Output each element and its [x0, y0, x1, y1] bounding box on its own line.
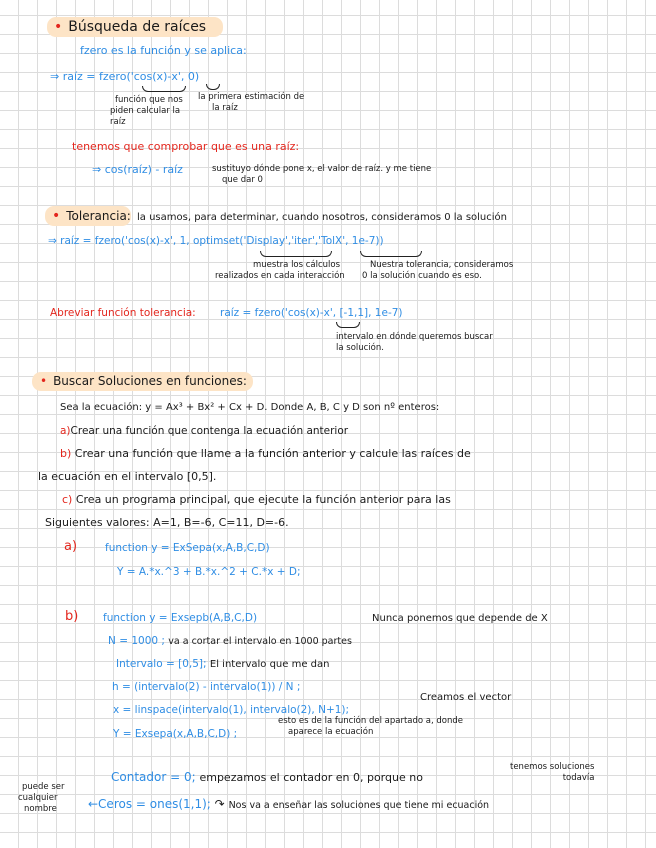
item-label: c) — [62, 493, 73, 506]
note-estimate — [198, 92, 304, 114]
sol-b-note1: Nunca ponemos que depende de X — [372, 613, 548, 624]
note-display — [215, 260, 345, 282]
abbrev-label: Abreviar función tolerancia: — [50, 307, 196, 319]
title-text: Buscar Soluciones en funciones: — [53, 374, 247, 388]
note-line: 0 la solución cuando es eso. — [362, 271, 482, 281]
intervalo-line — [116, 657, 330, 672]
note-line: puede ser — [22, 782, 65, 792]
item-a — [60, 424, 348, 438]
ceros-line — [88, 797, 489, 811]
sol-a-code1: function y = ExSepa(x,A,B,C,D) — [105, 542, 270, 554]
item-c-cont: Siguientes valores: A=1, B=-6, C=11, D=-6. — [45, 516, 289, 529]
tolerancia-code: ⇒ raíz = fzero('cos(x)-x', 1, optimset('Display','iter','TolX', 1e-7)) — [48, 235, 384, 247]
item-label: a) — [60, 425, 71, 437]
sol-a-label: a) — [64, 539, 78, 554]
code: N = 1000 ; — [108, 635, 165, 647]
sol-b-code1: function y = Exsepb(A,B,C,D) — [103, 612, 258, 624]
brace-tolx — [360, 251, 422, 257]
side-note — [18, 782, 65, 815]
code: Contador = 0; — [111, 770, 196, 784]
note-line: la solución. — [336, 343, 384, 353]
contador-line — [111, 770, 423, 785]
check-note — [212, 164, 431, 186]
note-line: esto es de la función del apartado a, donde — [278, 716, 463, 726]
h-line: h = (intervalo(2) - intervalo(1)) / N ; — [112, 681, 301, 693]
note-line: realizados en cada interacción — [215, 271, 345, 281]
item-label: b) — [60, 447, 72, 460]
note-line: Nuestra tolerancia, consideramos — [370, 260, 514, 270]
section-title-tolerancia: • Tolerancia: — [52, 208, 131, 224]
note-line: aparece la ecuación — [288, 727, 374, 737]
section-title-busqueda: • Búsqueda de raíces — [54, 19, 207, 35]
note: va a cortar el intervalo en 1000 partes — [168, 636, 352, 647]
brace-interval — [336, 322, 360, 328]
note-function — [110, 95, 183, 128]
note-line: todavía — [562, 773, 595, 783]
brace-display — [260, 251, 332, 257]
note-tol — [362, 260, 513, 282]
item-text: Crea un programa principal, que ejecute la función anterior para las — [75, 493, 451, 506]
code: Intervalo = [0,5]; — [116, 658, 207, 670]
brace-estimate — [206, 84, 220, 90]
note-line: muestra los cálculos — [253, 260, 341, 270]
y-note — [278, 716, 463, 738]
x-line: x = linspace(intervalo(1), intervalo(2), N+1); — [113, 704, 350, 716]
title-text: Tolerancia: — [66, 209, 131, 223]
brace-function — [142, 86, 186, 92]
note-line: cualquier — [18, 793, 58, 803]
item-c — [62, 493, 451, 507]
cont-note2 — [510, 762, 594, 784]
tolerancia-desc: la usamos, para determinar, cuando nosotros, consideramos 0 la solución — [137, 212, 508, 223]
note: Nos va a enseñar las soluciones que tiene mi ecuación — [228, 800, 490, 811]
note-line: sustituyo dónde pone x, el valor de raíz. y me tiene — [212, 164, 432, 174]
fzero-code: ⇒ raíz = fzero('cos(x)-x', 0) — [50, 70, 200, 83]
note: El intervalo que me dan — [209, 659, 330, 670]
fzero-intro: fzero es la función y se aplica: — [80, 44, 247, 57]
item-text: Crear una función que contenga la ecuación anterior — [70, 425, 349, 437]
note-line: función que nos — [115, 95, 183, 105]
note-line: la raíz — [212, 103, 238, 113]
section-title-buscar: • Buscar Soluciones en funciones: — [40, 374, 247, 388]
note: empezamos el contador en 0, porque no — [199, 771, 423, 784]
note-line: tenemos soluciones — [510, 762, 595, 772]
statement: Sea la ecuación: y = Ax³ + Bx² + Cx + D. Donde A, B, C y D son nº enteros: — [60, 402, 440, 413]
note-line: que dar 0 — [222, 175, 263, 185]
n-line — [108, 634, 352, 648]
title-text: Búsqueda de raíces — [68, 19, 207, 35]
note-line: raíz — [110, 117, 126, 127]
curved-arrow-icon: ↷ — [214, 797, 225, 811]
note-line: nombre — [24, 804, 57, 814]
code: ←Ceros = ones(1,1); — [88, 797, 211, 811]
item-text: Crear una función que llame a la función anterior y calcule las raíces de — [74, 447, 471, 460]
note-interval — [336, 332, 493, 354]
note-line: intervalo en dónde queremos buscar — [336, 332, 493, 342]
check-heading: tenemos que comprobar que es una raíz: — [72, 140, 300, 153]
item-b — [60, 447, 471, 461]
x-note: Creamos el vector — [420, 692, 512, 703]
note-line: piden calcular la — [110, 106, 181, 116]
check-code: ⇒ cos(raíz) - raíz — [92, 163, 183, 176]
item-b-cont: la ecuación en el intervalo [0,5]. — [38, 470, 217, 483]
sol-b-label: b) — [65, 609, 79, 624]
sol-a-code2: Y = A.*x.^3 + B.*x.^2 + C.*x + D; — [117, 566, 301, 578]
y-line: Y = Exsepa(x,A,B,C,D) ; — [113, 728, 238, 740]
note-line: la primera estimación de — [198, 92, 305, 102]
abbrev-code: raíz = fzero('cos(x)-x', [-1,1], 1e-7) — [220, 307, 403, 319]
